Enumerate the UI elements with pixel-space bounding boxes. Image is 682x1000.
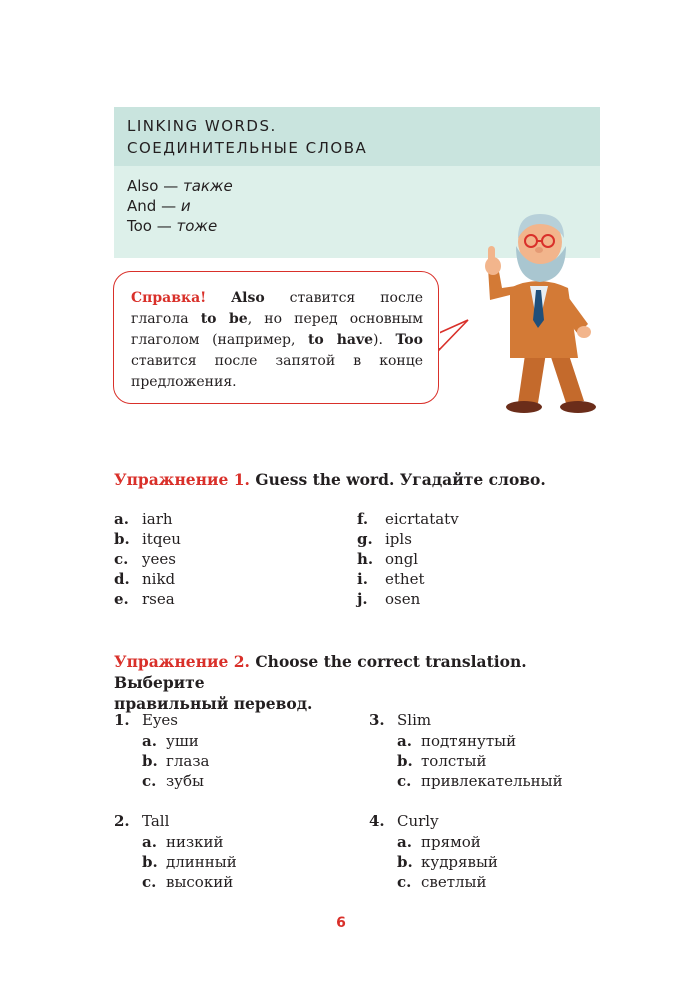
exercise1-item-j: j. osen (357, 590, 421, 608)
exercise2-q1-option-b: b. глаза (142, 752, 210, 770)
exercise1-item-g: g. ipls (357, 530, 412, 548)
exercise2-q3-option-c: c. привлекательный (397, 772, 563, 790)
exercise2-heading: Упражнение 2. Choose the correct translation. Выберите правильный перевод. (114, 652, 527, 713)
linking-words-header (114, 107, 600, 166)
linking-words-title-ru: СОЕДИНИТЕЛЬНЫЕ СЛОВА (127, 139, 368, 157)
exercise2-q3-option-a: a. подтянутый (397, 732, 517, 750)
exercise1-item-h: h. ongl (357, 550, 419, 568)
exercise2-question-4: 4. Curly (369, 812, 439, 830)
exercise1-item-b: b. itqeu (114, 530, 181, 548)
exercise2-question-2: 2. Tall (114, 812, 170, 830)
exercise2-q1-option-a: a. уши (142, 732, 199, 750)
exercise1-item-c: c. yees (114, 550, 176, 568)
page-number: 6 (336, 915, 346, 931)
exercise1-item-d: d. nikd (114, 570, 176, 588)
exercise1-item-i: i. ethet (357, 570, 425, 588)
exercise2-q4-option-c: c. светлый (397, 873, 487, 891)
note-text: Справка! Also ставится после глагола to be, но перед основным глаголом (например, to have). Too ставится после запятой в конце предложения. (131, 290, 423, 390)
exercise2-q4-option-a: a. прямой (397, 833, 481, 851)
exercise2-q1-option-c: c. зубы (142, 772, 204, 790)
exercise2-q2-option-a: a. низкий (142, 833, 224, 851)
exercise1-item-a: a. iarh (114, 510, 173, 528)
exercise2-q2-option-c: c. высокий (142, 873, 234, 891)
exercise2-question-1: 1. Eyes (114, 711, 178, 729)
exercise2-q3-option-b: b. толстый (397, 752, 487, 770)
exercise1-heading: Упражнение 1. Guess the word. Угадайте слово. (114, 470, 546, 489)
linking-word-too: Too — тоже (127, 217, 218, 235)
exercise2-q2-option-b: b. длинный (142, 853, 237, 871)
exercise2-q4-option-b: b. кудрявый (397, 853, 498, 871)
linking-words-title-en: LINKING WORDS. (127, 117, 277, 135)
exercise2-question-3: 3. Slim (369, 711, 432, 729)
professor-illustration (438, 208, 628, 418)
exercise1-item-e: e. rsea (114, 590, 175, 608)
linking-word-also: Also — также (127, 177, 233, 195)
linking-word-and: And — и (127, 197, 191, 215)
exercise1-item-f: f. eicrtatatv (357, 510, 459, 528)
